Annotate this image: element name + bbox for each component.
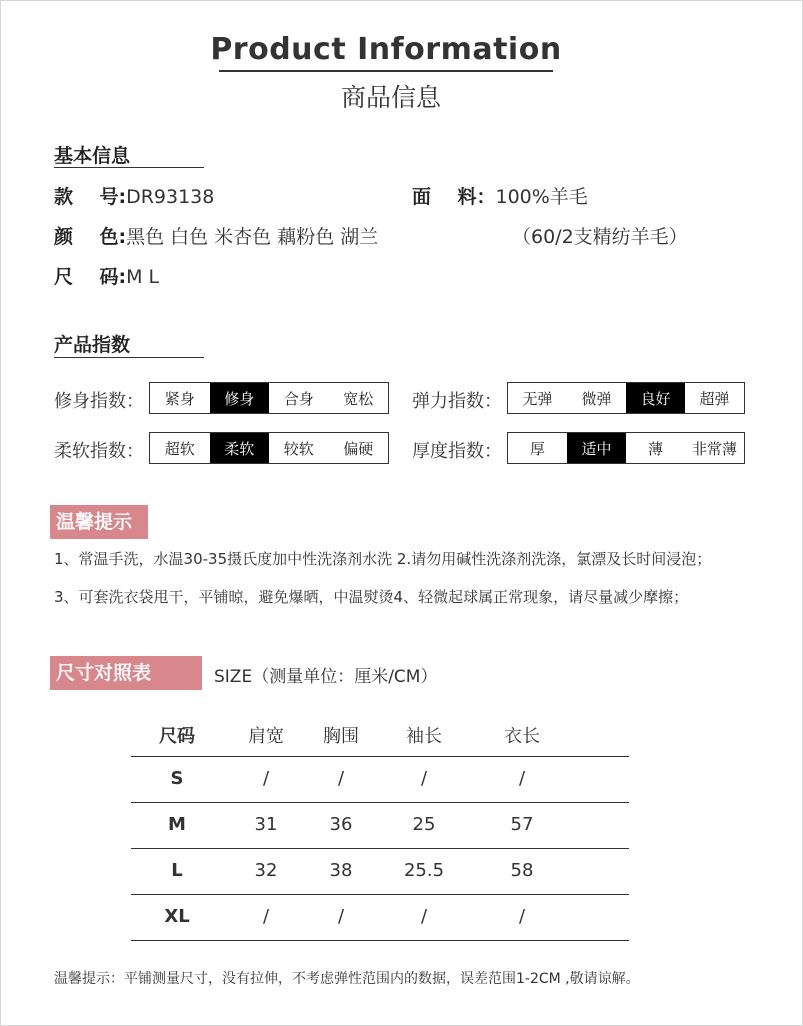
size-table-header: 衣长 [504,726,540,747]
thickness-option-selected: 适中 [567,433,626,463]
size-table-cell: 57 [510,814,534,835]
style-number-key: 款 号 [54,186,119,208]
size-table-cell: / [420,906,428,927]
size-table-cell: L [171,860,183,881]
softness-option: 超软 [164,439,195,458]
softness-index-label: 柔软指数： [54,441,144,462]
size-table-rule [131,848,629,849]
style-number-value: DR93138 [126,186,215,208]
care-tip-line-1: 1、常温手洗，水温30-35摄氏度加中性洗涤剂水洗 2.请勿用碱性洗涤剂洗涤，氯漂及长时间浸泡； [54,550,712,568]
size-table-cell: / [518,906,526,927]
color-key: 颜 色 [54,226,119,248]
thickness-option: 非常薄 [691,439,737,458]
care-tips-heading: 温馨提示 [50,505,148,539]
size-table-cell: M [168,814,186,835]
elasticity-index-label: 弹力指数： [412,391,502,412]
style-number-colon: : [118,186,127,208]
fit-option: 宽松 [343,389,374,408]
softness-option-selected: 柔软 [210,433,270,463]
softness-index-scale [149,432,389,464]
size-row [54,262,159,289]
size-table-cell: 38 [329,860,353,881]
fit-option-selected: 修身 [210,383,270,413]
indices-heading: 产品指数 [54,334,131,356]
size-table-cell: S [170,768,184,789]
size-table-cell: 31 [254,814,278,835]
color-row [54,222,378,249]
style-number-row [54,182,214,209]
size-table-header: 胸围 [323,726,359,747]
fit-index-scale [149,382,389,414]
material-row [412,182,588,209]
size-table-cell: / [262,768,270,789]
page-title-en: Product Information [210,32,562,67]
size-table-cell: / [337,906,345,927]
size-table-header: 尺码 [159,726,195,747]
size-table-cell: / [420,768,428,789]
fit-index-label: 修身指数： [54,391,144,412]
material-key: 面 料 [412,186,477,208]
size-table-cell: XL [164,906,190,927]
size-table-cell: / [262,906,270,927]
softness-option: 偏硬 [343,439,374,458]
material-value: 100%羊毛 [495,186,588,208]
size-table-cell: 58 [510,860,534,881]
basic-info-divider [54,167,204,168]
size-table-cell: 32 [254,860,278,881]
elasticity-option: 微弹 [581,389,612,408]
elasticity-index-scale [507,382,745,414]
size-table-rule [131,940,629,941]
fit-option: 紧身 [164,389,195,408]
fit-option: 合身 [283,389,314,408]
care-tip-line-2: 3、可套洗衣袋甩干，平铺晾，避免爆晒，中温熨烫4、轻微起球属正常现象，请尽量减少摩擦； [54,588,689,606]
thickness-option: 厚 [529,439,545,458]
page-title-cn: 商品信息 [340,83,441,112]
thickness-index-scale [507,432,745,464]
size-table-cell: / [518,768,526,789]
size-colon: : [118,266,127,288]
size-table-cell: 36 [329,814,353,835]
size-table-header: 肩宽 [248,726,284,747]
elasticity-option: 超弹 [699,389,730,408]
elasticity-option: 无弹 [522,389,553,408]
thickness-option: 薄 [647,439,663,458]
size-table-cell: 25 [412,814,436,835]
yarn-note: （60/2支精纺羊毛） [512,226,688,248]
title-underline [219,70,553,72]
size-key: 尺 码 [54,266,119,288]
softness-option: 较软 [283,439,314,458]
material-colon: ： [476,186,496,208]
size-unit-note: SIZE（测量单位：厘米/CM） [214,667,438,687]
size-table-rule [131,802,629,803]
size-table-cell: 25.5 [403,860,445,881]
size-chart-heading: 尺寸对照表 [50,656,202,690]
size-table-cell: / [337,768,345,789]
indices-divider [54,357,204,358]
size-table-rule [131,894,629,895]
footer-note: 温馨提示：平铺测量尺寸，没有拉伸，不考虑弹性范围内的数据，误差范围1-2CM ,敬请谅解。 [54,971,640,987]
color-value: 黑色 白色 米杏色 藕粉色 湖兰 [126,226,379,248]
elasticity-option-selected: 良好 [626,383,685,413]
thickness-index-label: 厚度指数： [412,441,502,462]
color-colon: : [118,226,127,248]
size-table-header: 袖长 [406,726,442,747]
size-value: M L [126,266,160,288]
size-table-rule [131,756,629,757]
basic-info-heading: 基本信息 [54,145,131,167]
